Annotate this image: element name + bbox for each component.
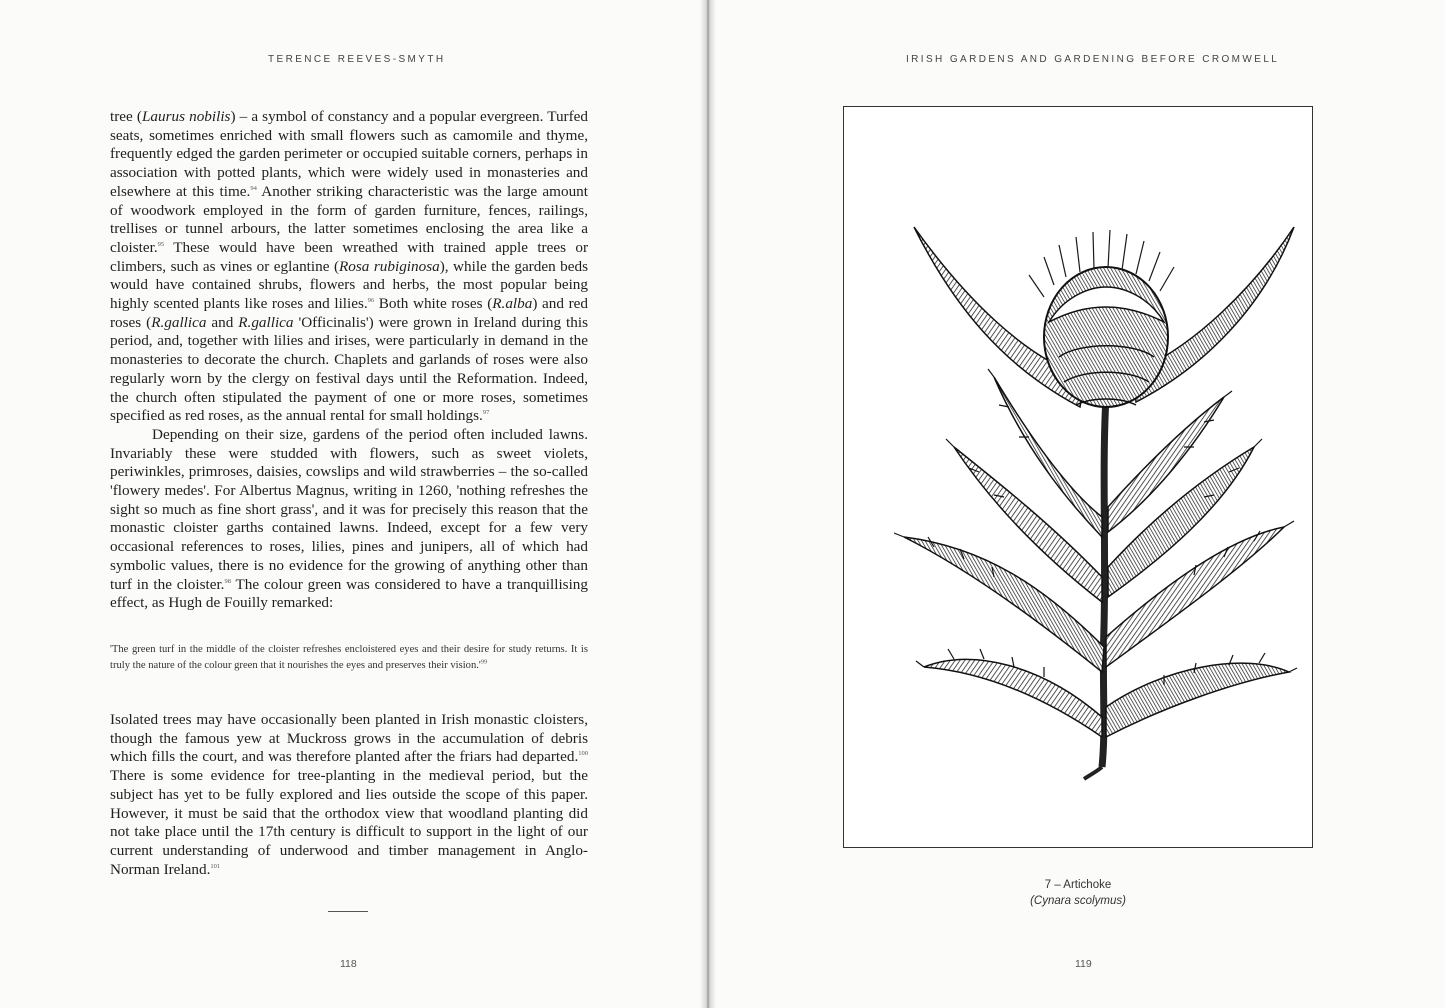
left-page-number: 118 [340,958,357,970]
footnote-ref: 99 [480,658,488,666]
block-quote: 'The green turf in the middle of the cloister refreshes encloistered eyes and their desire for study returns. It is truly the nature of the colour green that it nourishes the eyes and preserves their vision.'$^{99}$ [110,644,588,671]
main-text-upper [110,108,588,613]
footnote-ref: 95 [157,240,165,248]
paragraph-3: Isolated trees may have occasionally been planted in Irish monastic cloisters, though the famous yew at Muckross grows in the accumulation of debris which fills the court, and was therefore planted after the friars had departed.$^{100}$ There is some evidence for tree-planting in the medieval period, but the subject has yet to be fully explored and lies outside the scope of this paper. However, it must be said that the orthodox view that woodland planting did not take place until the 17th century is difficult to support in the light of our current understanding of underwood and timber management in Anglo-Norman Ireland.$^{101}$ [110,711,588,878]
footnote-ref: 96 [367,296,375,304]
paragraph-2: Depending on their size, gardens of the period often included lawns. Invariably these were studded with flowers, such as sweet violets, periwinkles, primroses, daisies, cowslips and wild strawberries – the so-called 'flowery medes'. For Albertus Magnus, writing in 1260, 'nothing refreshes the sight so much as fine short grass', and it was for precisely this reason that the monastic cloister garths contained lawns. Indeed, except for a few very occasional references to roses, lilies, pines and junipers, all of which had symbolic values, there is no evidence for the growing of anything other than turf in the cloister.$^{98}$ The colour green was considered to have a tranquillising effect, as Hugh de Fouilly remarked: [110,425,588,612]
section-end-rule [328,911,368,912]
artichoke-illustration-frame [843,106,1313,848]
artichoke-illustration [844,107,1312,847]
footnote-ref: 98 [224,577,231,585]
plate-caption-title: 7 – Artichoke [1044,879,1112,891]
footnote-ref: 97 [482,409,490,417]
plate-caption-latin-name: (Cynara scolymus) [1030,895,1126,907]
left-running-head: TERENCE REEVES-SMYTH [268,54,446,65]
right-page-number: 119 [1075,958,1092,970]
book-gutter [700,0,716,1008]
paragraph-1: tree (Laurus nobilis) – a symbol of constancy and a popular evergreen. Turfed seats, sometimes enriched with small flowers such as camomile and thyme, frequently edged the garden perimeter or occupied suitable corners, perhaps in association with potted plants, which were widely used in monasteries and elsewhere at this time.$^{94}$ Another striking characteristic was the large amount of woodwork employed in the form of garden furniture, fences, railings, trellises or tunnel arbours, the latter sometimes enclosing the area like a cloister.$^{95}$ These would have been wreathed with trained apple trees or climbers, such as vines or eglantine (Rosa rubiginosa), while the garden beds would have contained shrubs, flowers and herbs, the most popular being highly scented plants like roses and lilies.$^{96}$ Both white roses (R.alba) and red roses (R.gallica and R.gallica 'Officinalis') were grown in Ireland during this period, and, together with lilies and irises, were particularly in demand in the monasteries to decorate the church. Chaplets and garlands of roses were also regularly worn by the clergy on festival days until the Reformation. Indeed, the church often stipulated the payment of one or more roses, sometimes specified as red roses, as the annual rental for small holdings.$^{97}$ [110,108,589,425]
footnote-ref: 94 [250,184,257,192]
main-text-lower [110,711,588,879]
footnote-ref: 100 [578,750,588,758]
right-running-head: IRISH GARDENS AND GARDENING BEFORE CROMWELL [906,54,1280,65]
footnote-ref: 101 [210,862,221,870]
